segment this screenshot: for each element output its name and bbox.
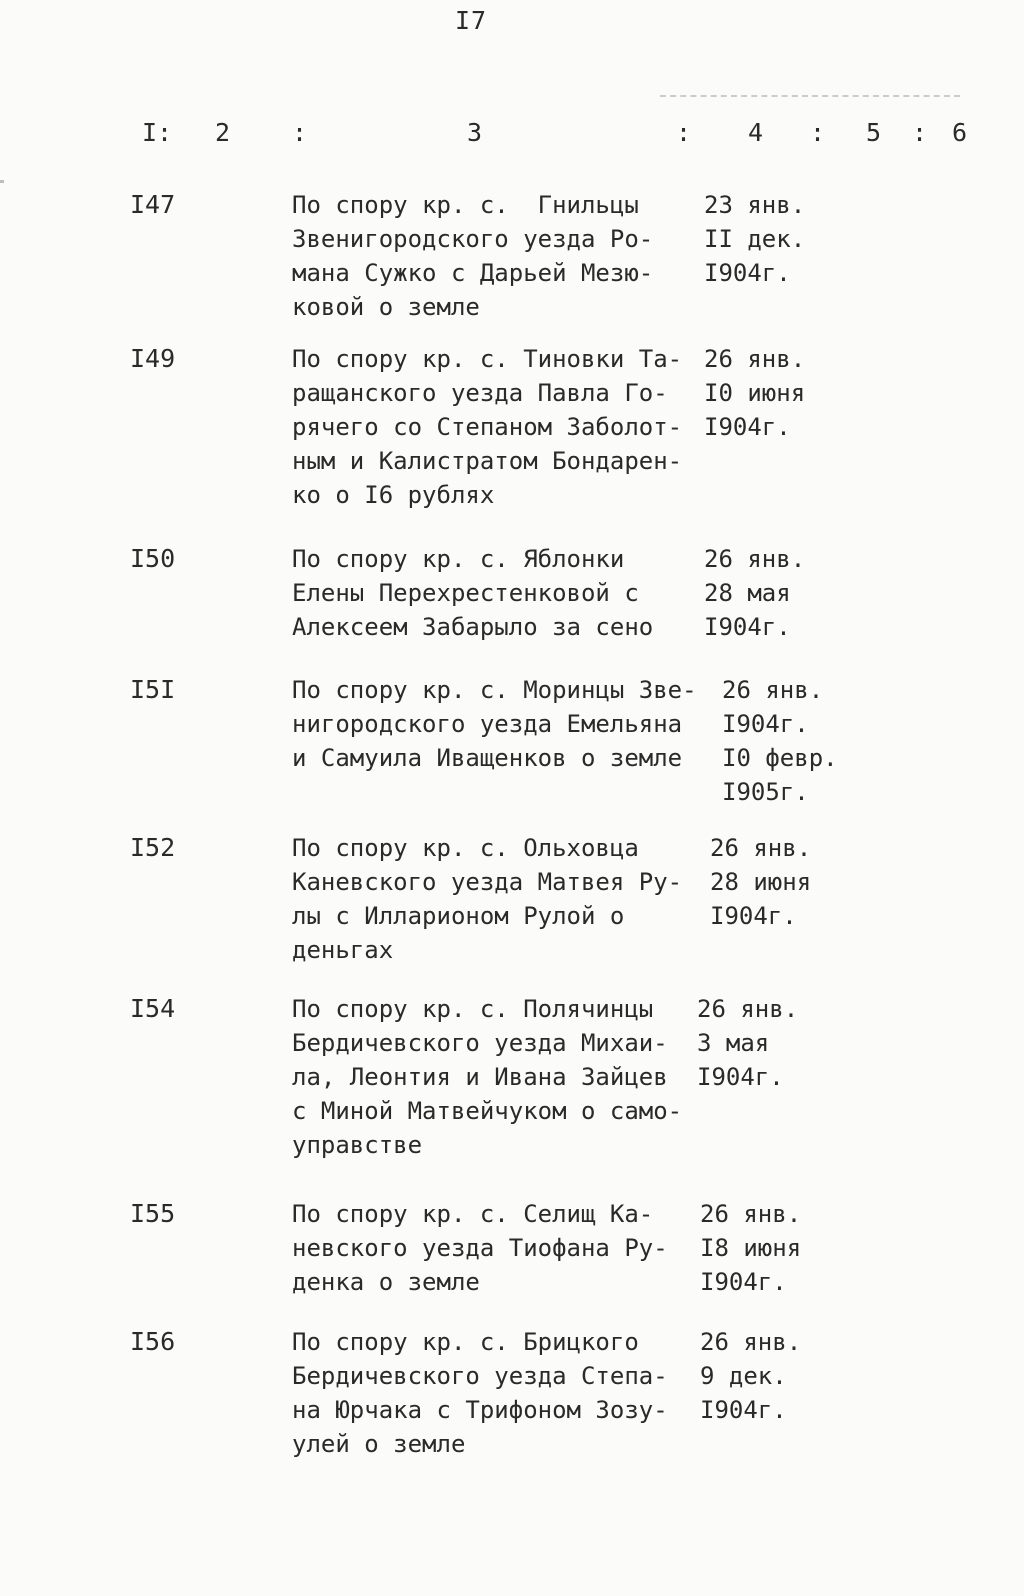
description-line: По спору кр. с. Брицкого xyxy=(292,1328,639,1356)
date-line: I905г. xyxy=(722,778,809,806)
date-line: I904г. xyxy=(704,413,791,441)
scan-dash-mark xyxy=(660,95,960,97)
date-line: 26 янв. xyxy=(710,834,812,862)
date-line: I904г. xyxy=(700,1268,787,1296)
column-header-6: 6 xyxy=(952,118,968,147)
column-header-4: 4 xyxy=(748,118,764,147)
date-line: 26 янв. xyxy=(700,1328,802,1356)
entry-description xyxy=(292,1197,722,1299)
entry-description xyxy=(292,1325,722,1461)
entry-dates xyxy=(697,992,847,1094)
description-line: и Самуила Иващенков о земле xyxy=(292,744,683,772)
description-line: денка о земле xyxy=(292,1268,480,1296)
entry-description xyxy=(292,188,722,324)
column-header-2: 2 xyxy=(215,118,231,147)
entry-number: I5I xyxy=(130,675,176,704)
date-line: I904г. xyxy=(700,1396,787,1424)
description-line: ращанского уезда Павла Го- xyxy=(292,379,668,407)
date-line: 26 янв. xyxy=(700,1200,802,1228)
entry-number: I52 xyxy=(130,833,176,862)
date-line: 28 июня xyxy=(710,868,812,896)
column-header-row xyxy=(0,118,1024,158)
column-header-5: 5 xyxy=(866,118,882,147)
date-line: I904г. xyxy=(710,902,797,930)
date-line: 26 янв. xyxy=(704,545,806,573)
entry-number: I49 xyxy=(130,344,176,373)
page-number: I7 xyxy=(455,6,488,35)
entry-number: I50 xyxy=(130,544,176,573)
description-line: По спору кр. с. Гнильцы xyxy=(292,191,639,219)
column-header-separator: : xyxy=(292,118,308,147)
entry-dates xyxy=(700,1325,850,1427)
entry-dates xyxy=(700,1197,850,1299)
description-line: Каневского уезда Матвея Ру- xyxy=(292,868,683,896)
scan-edge-mark xyxy=(0,180,4,183)
entry-description xyxy=(292,542,722,644)
description-line: По спору кр. с. Полячинцы xyxy=(292,995,654,1023)
description-line: лы с Илларионом Рулой о xyxy=(292,902,625,930)
entry-dates xyxy=(704,188,854,290)
date-line: 26 янв. xyxy=(704,345,806,373)
entry-number: I55 xyxy=(130,1199,176,1228)
description-line: Бердичевского уезда Михаи- xyxy=(292,1029,668,1057)
date-line: 9 дек. xyxy=(700,1362,787,1390)
entry-description xyxy=(292,992,722,1162)
description-line: Звенигородского уезда Ро- xyxy=(292,225,654,253)
description-line: мана Сужко с Дарьей Мезю- xyxy=(292,259,654,287)
description-line: с Миной Матвейчуком о само- xyxy=(292,1097,683,1125)
description-line: Алексеем Забарыло за сено xyxy=(292,613,654,641)
description-line: По спору кр. с. Моринцы Зве- xyxy=(292,676,697,704)
date-line: I904г. xyxy=(704,259,791,287)
column-header-separator: : xyxy=(810,118,826,147)
description-line: ла, Леонтия и Ивана Зайцев xyxy=(292,1063,668,1091)
description-line: ко о I6 рублях xyxy=(292,481,495,509)
entry-description xyxy=(292,831,722,967)
date-line: I904г. xyxy=(704,613,791,641)
entry-number: I56 xyxy=(130,1327,176,1356)
description-line: ковой о земле xyxy=(292,293,480,321)
column-header-separator: : xyxy=(912,118,928,147)
date-line: 3 мая xyxy=(697,1029,770,1057)
entry-description xyxy=(292,673,722,775)
entry-dates xyxy=(704,342,854,444)
entry-number: I54 xyxy=(130,994,176,1023)
description-line: невского уезда Тиофана Ру- xyxy=(292,1234,668,1262)
entry-dates xyxy=(710,831,860,933)
date-line: I0 июня xyxy=(704,379,806,407)
description-line: По спору кр. с. Яблонки xyxy=(292,545,625,573)
date-line: I904г. xyxy=(722,710,809,738)
description-line: рячего со Степаном Заболот- xyxy=(292,413,683,441)
entry-number: I47 xyxy=(130,190,176,219)
date-line: 26 янв. xyxy=(697,995,799,1023)
description-line: улей о земле xyxy=(292,1430,466,1458)
description-line: деньгах xyxy=(292,936,394,964)
entry-dates xyxy=(704,542,854,644)
description-line: По спору кр. с. Тиновки Та- xyxy=(292,345,683,373)
date-line: I0 февр. xyxy=(722,744,838,772)
description-line: Елены Перехрестенковой с xyxy=(292,579,639,607)
description-line: По спору кр. с. Ольховца xyxy=(292,834,639,862)
column-header-separator: : xyxy=(676,118,692,147)
entry-dates xyxy=(722,673,872,809)
description-line: на Юрчака с Трифоном Зозу- xyxy=(292,1396,668,1424)
date-line: 23 янв. xyxy=(704,191,806,219)
description-line: По спору кр. с. Селищ Ка- xyxy=(292,1200,654,1228)
date-line: II дек. xyxy=(704,225,806,253)
description-line: ным и Калистратом Бондарен- xyxy=(292,447,683,475)
date-line: I8 июня xyxy=(700,1234,802,1262)
column-header-1: I: xyxy=(142,118,173,147)
date-line: I904г. xyxy=(697,1063,784,1091)
description-line: Бердичевского уезда Степа- xyxy=(292,1362,668,1390)
description-line: управстве xyxy=(292,1131,423,1159)
date-line: 26 янв. xyxy=(722,676,824,704)
date-line: 28 мая xyxy=(704,579,791,607)
entry-description xyxy=(292,342,722,512)
description-line: нигородского уезда Емельяна xyxy=(292,710,683,738)
column-header-3: 3 xyxy=(467,118,483,147)
